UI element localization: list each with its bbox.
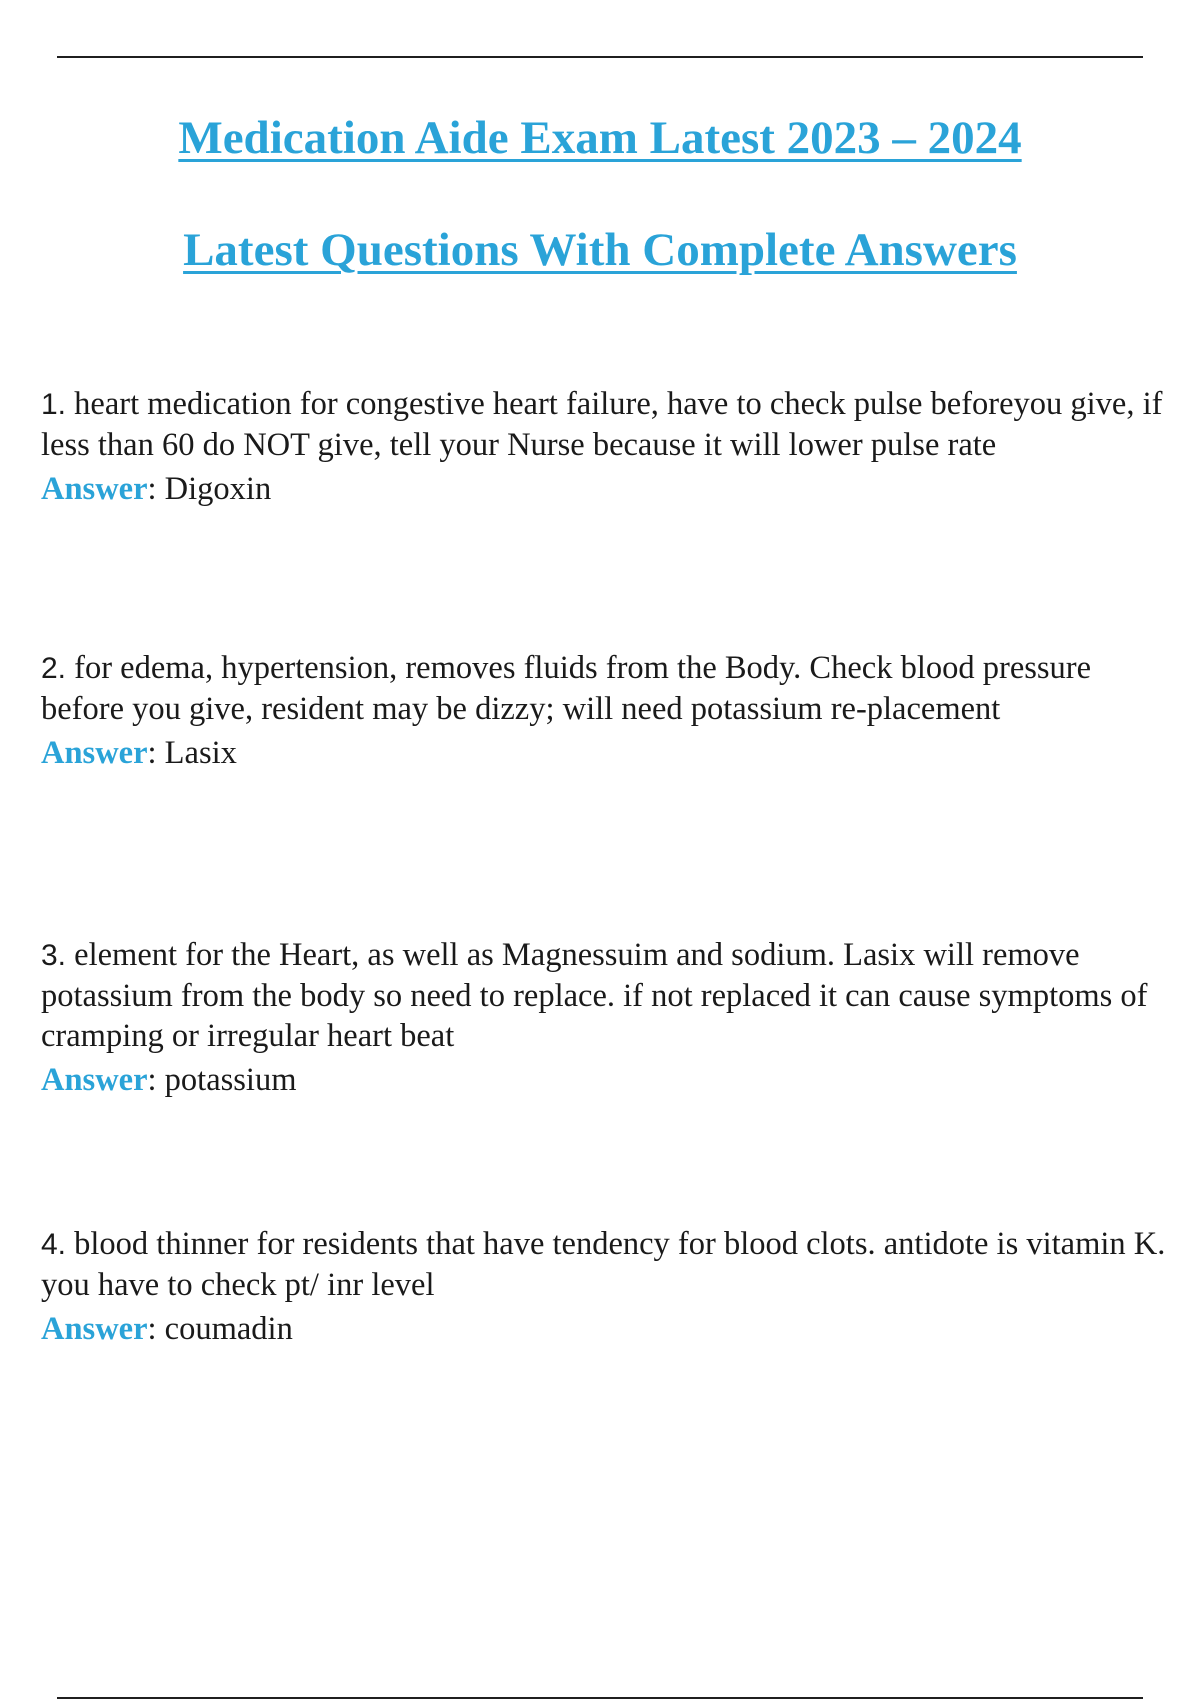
answer-value: Digoxin — [164, 471, 272, 507]
answer-label: Answer — [41, 1311, 148, 1347]
question-text — [41, 648, 1171, 729]
answer-line: Answer: Lasix — [41, 735, 237, 771]
document-title — [0, 110, 1200, 166]
question-number: 3. — [41, 939, 67, 972]
question-number: 1. — [41, 388, 67, 421]
question-item-1 — [41, 384, 1171, 509]
answer-label: Answer — [41, 471, 148, 507]
question-item-4 — [41, 1224, 1171, 1349]
answer-line: Answer: potassium — [41, 1062, 297, 1098]
question-item-3 — [41, 935, 1171, 1100]
question-body: for edema, hypertension, removes fluids from the Body. Check blood pressure before you give, resident may be dizzy; will need potassium re-placement — [41, 650, 1092, 727]
document-subtitle — [0, 222, 1200, 278]
answer-label: Answer — [41, 735, 148, 771]
bottom-divider — [57, 1697, 1143, 1699]
question-item-2 — [41, 648, 1171, 773]
top-divider — [57, 56, 1143, 58]
answer-line: Answer: coumadin — [41, 1311, 293, 1347]
document-subtitle-text: Latest Questions With Complete Answers — [183, 224, 1017, 276]
question-text — [41, 384, 1171, 465]
answer-value: coumadin — [164, 1311, 293, 1347]
document-title-text: Medication Aide Exam Latest 2023 – 2024 — [178, 112, 1022, 164]
answer-line: Answer: Digoxin — [41, 471, 272, 507]
question-number: 2. — [41, 652, 67, 685]
question-body: blood thinner for residents that have tendency for blood clots. antidote is vitamin K. you have to check pt/ inr level — [41, 1226, 1166, 1303]
answer-value: Lasix — [164, 735, 237, 771]
answer-value: potassium — [164, 1062, 297, 1098]
question-body: heart medication for congestive heart failure, have to check pulse beforeyou give, if less than 60 do NOT give, tell your Nurse because it will lower pulse rate — [41, 386, 1163, 463]
answer-label: Answer — [41, 1062, 148, 1098]
question-text — [41, 1224, 1171, 1305]
question-body: element for the Heart, as well as Magnessuim and sodium. Lasix will remove potassium from the body so need to replace. if not replaced it can cause symptoms of cramping or irregular heart beat — [41, 937, 1148, 1054]
question-number: 4. — [41, 1228, 67, 1261]
question-text — [41, 935, 1171, 1056]
